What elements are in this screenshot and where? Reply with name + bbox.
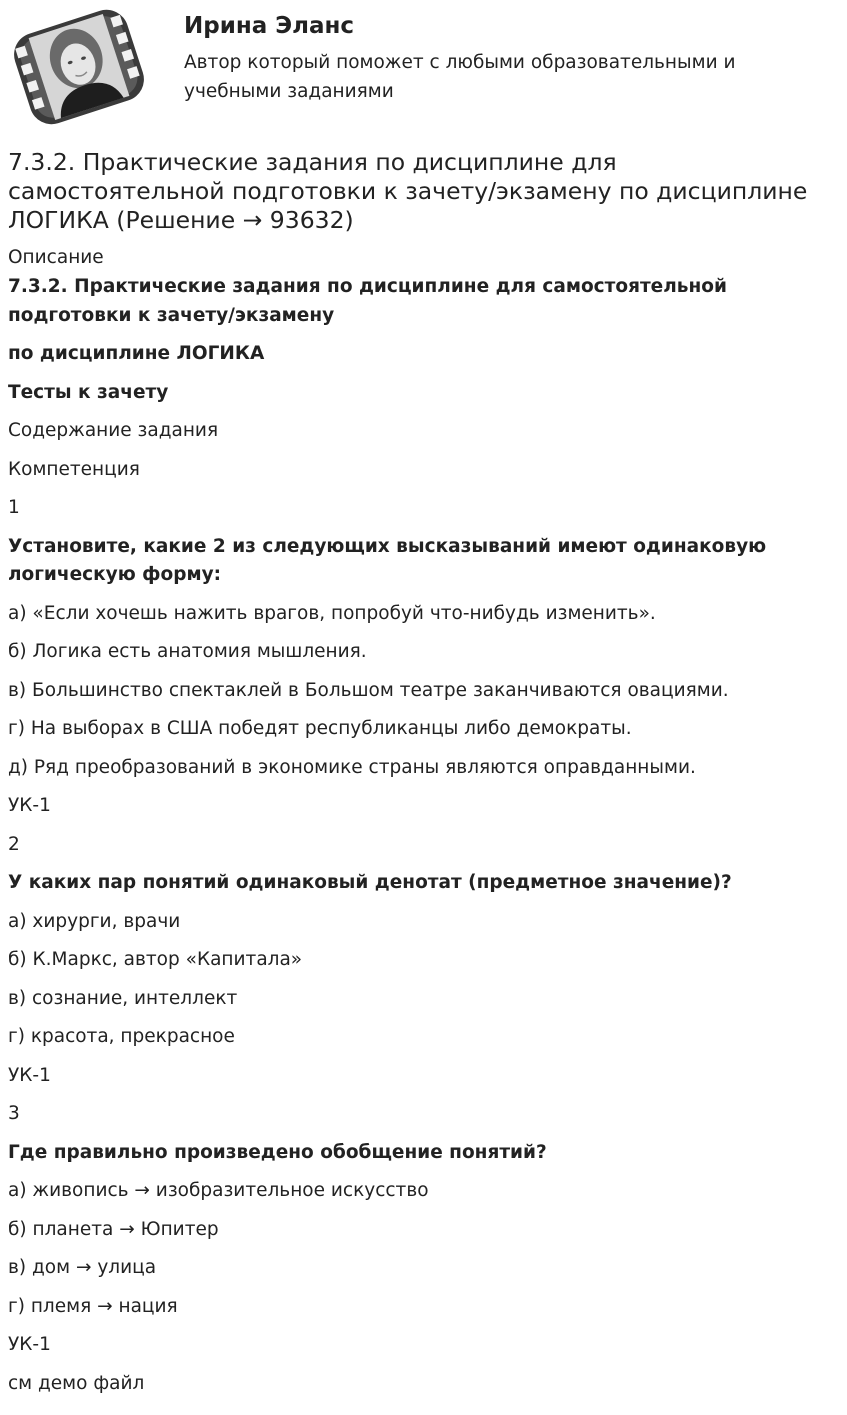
answer-option: в) сознание, интеллект [8, 987, 238, 1009]
question-text: Установите, какие 2 из следующих высказываний имеют одинаковую логическую форму: [8, 535, 767, 585]
question-text: У каких пар понятий одинаковый денотат (предметное значение)? [8, 872, 732, 893]
question-number: 1 [8, 497, 20, 518]
answer-option: в) Большинство спектаклей в Большом театре заканчиваются овациями. [8, 679, 729, 701]
question-number: 2 [8, 833, 20, 855]
competence-code: УК-1 [8, 1064, 51, 1086]
answer-option: а) «Если хочешь нажить врагов, попробуй что-нибудь изменить». [8, 602, 656, 624]
author-avatar [6, 6, 152, 128]
author-name[interactable]: Ирина Эланс [184, 13, 355, 39]
tests-heading: Тесты к зачету [8, 381, 169, 403]
answer-option: а) живопись → изобразительное искусство [8, 1180, 429, 1201]
answer-option: в) дом → улица [8, 1257, 157, 1278]
answer-option: б) планета → Юпитер [8, 1218, 219, 1240]
section-heading: 7.3.2. Практические задания по дисциплине для самостоятельной подготовки к зачету/экзамену [8, 276, 727, 326]
column-header-competence: Компетенция [8, 458, 140, 480]
film-frame-avatar-image [6, 6, 152, 128]
answer-option: г) племя → нация [8, 1295, 178, 1317]
answer-option: а) хирурги, врачи [8, 910, 181, 932]
description-body [8, 273, 838, 1408]
answer-option: г) красота, прекрасное [8, 1026, 235, 1047]
answer-option: б) Логика есть анатомия мышления. [8, 641, 367, 662]
answer-option: д) Ряд преобразований в экономике страны являются оправданными. [8, 756, 696, 778]
demo-file-note: см демо файл [8, 1372, 145, 1394]
answer-option: б) К.Маркс, автор «Капитала» [8, 949, 303, 970]
question-text: Где правильно произведено обобщение понятий? [8, 1141, 547, 1163]
column-header-content: Содержание задания [8, 420, 219, 441]
author-description: Автор который поможет с любыми образовательными и учебными заданиями [184, 52, 736, 102]
author-header [0, 0, 847, 135]
answer-option: г) На выборах в США победят республиканцы либо демократы. [8, 718, 632, 739]
competence-code: УК-1 [8, 1334, 51, 1355]
page-title: 7.3.2. Практические задания по дисциплине для самостоятельной подготовки к зачету/экзамену по дисциплине ЛОГИКА (Решение → 93632) [8, 148, 808, 234]
discipline-heading: по дисциплине ЛОГИКА [8, 343, 265, 364]
description-label: Описание [8, 247, 104, 268]
competence-code: УК-1 [8, 795, 51, 816]
question-number: 3 [8, 1103, 20, 1124]
